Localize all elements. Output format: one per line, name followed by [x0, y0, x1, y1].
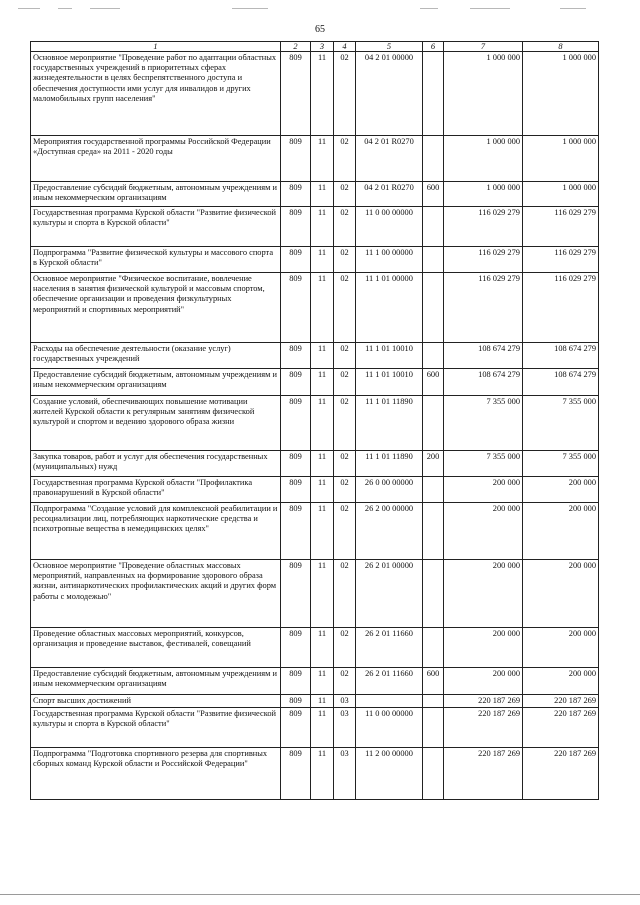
- cell-subsection: 02: [334, 560, 356, 628]
- cell-subsection: 02: [334, 477, 356, 503]
- cell-amount-2: 116 029 279: [523, 207, 599, 247]
- cell-expense-type: [423, 748, 444, 800]
- cell-ministry: 809: [281, 668, 311, 695]
- table-row: [31, 748, 599, 800]
- cell-amount-2: 220 187 269: [523, 708, 599, 748]
- cell-amount-1: 200 000: [444, 628, 523, 668]
- cell-amount-2: 200 000: [523, 477, 599, 503]
- cell-expense-type: [423, 52, 444, 136]
- cell-target-article: 04 2 01 00000: [356, 52, 423, 136]
- cell-amount-1: 200 000: [444, 477, 523, 503]
- cell-amount-2: 220 187 269: [523, 748, 599, 800]
- cell-section: 11: [311, 343, 334, 369]
- cell-expense-type: [423, 695, 444, 708]
- cell-subsection: 02: [334, 369, 356, 396]
- header-col-8: 8: [523, 42, 599, 52]
- cell-ministry: 809: [281, 695, 311, 708]
- cell-target-article: 11 1 01 10010: [356, 343, 423, 369]
- cell-subsection: 02: [334, 396, 356, 451]
- table-row: [31, 708, 599, 748]
- row-name: Предоставление субсидий бюджетным, автономным учреждениям и иным некоммерческим организациям: [31, 369, 281, 396]
- table-row: [31, 273, 599, 343]
- header-col-5: 5: [356, 42, 423, 52]
- cell-expense-type: [423, 136, 444, 182]
- table-row: [31, 207, 599, 247]
- cell-subsection: 02: [334, 503, 356, 560]
- cell-subsection: 02: [334, 668, 356, 695]
- cell-amount-2: 1 000 000: [523, 52, 599, 136]
- cell-subsection: 02: [334, 136, 356, 182]
- cell-target-article: [356, 695, 423, 708]
- cell-subsection: 02: [334, 273, 356, 343]
- row-name: Предоставление субсидий бюджетным, автономным учреждениям и иным некоммерческим организациям: [31, 668, 281, 695]
- row-name: Предоставление субсидий бюджетным, автономным учреждениям и иным некоммерческим организациям: [31, 182, 281, 207]
- table-row: [31, 695, 599, 708]
- cell-target-article: 11 1 01 10010: [356, 369, 423, 396]
- cell-ministry: 809: [281, 343, 311, 369]
- cell-target-article: 11 0 00 00000: [356, 207, 423, 247]
- row-name: Государственная программа Курской области "Развитие физической культуры и спорта в Курской области": [31, 207, 281, 247]
- cell-section: 11: [311, 396, 334, 451]
- cell-expense-type: 600: [423, 668, 444, 695]
- row-name: Основное мероприятие "Проведение работ по адаптации областных государственных учреждений в приоритетных сферах жизнедеятельности в целях беспрепятственного доступа и обеспечения доступности ими услуг для инвалидов и других маломобильных групп населения": [31, 52, 281, 136]
- cell-section: 11: [311, 369, 334, 396]
- cell-subsection: 03: [334, 695, 356, 708]
- row-name: Расходы на обеспечение деятельности (оказание услуг) государственных учреждений: [31, 343, 281, 369]
- cell-target-article: 11 0 00 00000: [356, 708, 423, 748]
- row-name: Проведение областных массовых мероприятий, конкурсов, организация и проведение выставок, фестивалей, совещаний: [31, 628, 281, 668]
- cell-ministry: 809: [281, 708, 311, 748]
- table-row: [31, 343, 599, 369]
- cell-target-article: 26 2 01 11660: [356, 668, 423, 695]
- cell-expense-type: 600: [423, 369, 444, 396]
- cell-amount-2: 200 000: [523, 560, 599, 628]
- row-name: Спорт высших достижений: [31, 695, 281, 708]
- header-col-2: 2: [281, 42, 311, 52]
- row-name: Подпрограмма "Подготовка спортивного резерва для спортивных сборных команд Курской области и Российской Федерации": [31, 748, 281, 800]
- table-row: [31, 247, 599, 273]
- cell-amount-2: 200 000: [523, 503, 599, 560]
- cell-amount-2: 7 355 000: [523, 396, 599, 451]
- table-row: [31, 136, 599, 182]
- cell-section: 11: [311, 668, 334, 695]
- row-name: Мероприятия государственной программы Российской Федерации «Доступная среда» на 2011 - 2020 годы: [31, 136, 281, 182]
- cell-section: 11: [311, 708, 334, 748]
- cell-section: 11: [311, 52, 334, 136]
- budget-table: [30, 41, 599, 800]
- cell-subsection: 02: [334, 247, 356, 273]
- cell-expense-type: 600: [423, 182, 444, 207]
- table-row: [31, 182, 599, 207]
- cell-subsection: 03: [334, 748, 356, 800]
- row-name: Создание условий, обеспечивающих повышение мотивации жителей Курской области к регулярным занятиям физической культурой и спортом и ведению здорового образа жизни: [31, 396, 281, 451]
- row-name: Подпрограмма "Развитие физической культуры и массового спорта в Курской области": [31, 247, 281, 273]
- cell-ministry: 809: [281, 207, 311, 247]
- page-number: 65: [315, 24, 325, 35]
- cell-amount-2: 220 187 269: [523, 695, 599, 708]
- cell-subsection: 02: [334, 52, 356, 136]
- cell-target-article: 11 1 01 11890: [356, 396, 423, 451]
- cell-amount-1: 7 355 000: [444, 396, 523, 451]
- cell-subsection: 03: [334, 708, 356, 748]
- cell-ministry: 809: [281, 396, 311, 451]
- header-col-4: 4: [334, 42, 356, 52]
- header-col-1: 1: [31, 42, 281, 52]
- cell-ministry: 809: [281, 247, 311, 273]
- row-name: Подпрограмма "Создание условий для комплексной реабилитации и ресоциализации лиц, потребляющих наркотические средства и психотропные вещества в немедицинских целях": [31, 503, 281, 560]
- header-row: [31, 42, 599, 52]
- cell-amount-2: 1 000 000: [523, 136, 599, 182]
- cell-section: 11: [311, 182, 334, 207]
- cell-amount-2: 116 029 279: [523, 247, 599, 273]
- cell-section: 11: [311, 136, 334, 182]
- cell-expense-type: [423, 628, 444, 668]
- cell-amount-1: 116 029 279: [444, 273, 523, 343]
- row-name: Основное мероприятие "Проведение областных массовых мероприятий, направленных на формирование здорового образа жизни, антинаркотических профилактических акций и других форм работы с молодежью": [31, 560, 281, 628]
- row-name: Закупка товаров, работ и услуг для обеспечения государственных (муниципальных) нужд: [31, 451, 281, 477]
- cell-amount-1: 1 000 000: [444, 52, 523, 136]
- cell-section: 11: [311, 207, 334, 247]
- cell-expense-type: [423, 343, 444, 369]
- table-row: [31, 628, 599, 668]
- cell-amount-2: 200 000: [523, 628, 599, 668]
- cell-expense-type: [423, 396, 444, 451]
- cell-ministry: 809: [281, 503, 311, 560]
- cell-ministry: 809: [281, 477, 311, 503]
- cell-target-article: 26 2 00 00000: [356, 503, 423, 560]
- cell-ministry: 809: [281, 136, 311, 182]
- cell-amount-2: 108 674 279: [523, 369, 599, 396]
- cell-amount-1: 220 187 269: [444, 748, 523, 800]
- cell-amount-1: 108 674 279: [444, 343, 523, 369]
- cell-amount-1: 200 000: [444, 668, 523, 695]
- cell-ministry: 809: [281, 560, 311, 628]
- cell-subsection: 02: [334, 451, 356, 477]
- cell-target-article: 11 2 00 00000: [356, 748, 423, 800]
- cell-expense-type: [423, 477, 444, 503]
- cell-subsection: 02: [334, 628, 356, 668]
- cell-amount-2: 7 355 000: [523, 451, 599, 477]
- table-row: [31, 451, 599, 477]
- cell-amount-1: 116 029 279: [444, 207, 523, 247]
- table-row: [31, 668, 599, 695]
- header-col-6: 6: [423, 42, 444, 52]
- cell-amount-2: 200 000: [523, 668, 599, 695]
- cell-amount-2: 116 029 279: [523, 273, 599, 343]
- table-row: [31, 560, 599, 628]
- table-row: [31, 52, 599, 136]
- cell-section: 11: [311, 451, 334, 477]
- cell-target-article: 11 1 00 00000: [356, 247, 423, 273]
- cell-expense-type: [423, 503, 444, 560]
- cell-amount-1: 220 187 269: [444, 695, 523, 708]
- cell-target-article: 26 2 01 11660: [356, 628, 423, 668]
- row-name: Государственная программа Курской области "Развитие физической культуры и спорта в Курской области": [31, 708, 281, 748]
- cell-ministry: 809: [281, 52, 311, 136]
- cell-ministry: 809: [281, 369, 311, 396]
- row-name: Государственная программа Курской области "Профилактика правонарушений в Курской области": [31, 477, 281, 503]
- cell-amount-1: 1 000 000: [444, 136, 523, 182]
- cell-subsection: 02: [334, 207, 356, 247]
- cell-section: 11: [311, 503, 334, 560]
- row-name: Основное мероприятие "Физическое воспитание, вовлечение населения в занятия физической культурой и массовым спортом, обеспечение организации и проведения физкультурных мероприятий и спортивных мероприятий": [31, 273, 281, 343]
- cell-amount-1: 220 187 269: [444, 708, 523, 748]
- cell-section: 11: [311, 247, 334, 273]
- cell-amount-1: 7 355 000: [444, 451, 523, 477]
- cell-ministry: 809: [281, 273, 311, 343]
- cell-expense-type: [423, 247, 444, 273]
- cell-target-article: 26 0 00 00000: [356, 477, 423, 503]
- cell-expense-type: [423, 273, 444, 343]
- cell-target-article: 26 2 01 00000: [356, 560, 423, 628]
- header-col-3: 3: [311, 42, 334, 52]
- cell-subsection: 02: [334, 343, 356, 369]
- header-col-7: 7: [444, 42, 523, 52]
- table-row: [31, 396, 599, 451]
- cell-expense-type: 200: [423, 451, 444, 477]
- cell-amount-1: 108 674 279: [444, 369, 523, 396]
- table-row: [31, 369, 599, 396]
- cell-ministry: 809: [281, 451, 311, 477]
- cell-expense-type: [423, 560, 444, 628]
- cell-target-article: 11 1 01 00000: [356, 273, 423, 343]
- cell-subsection: 02: [334, 182, 356, 207]
- scan-artifacts: [0, 8, 640, 12]
- cell-amount-1: 1 000 000: [444, 182, 523, 207]
- cell-section: 11: [311, 748, 334, 800]
- cell-ministry: 809: [281, 628, 311, 668]
- cell-target-article: 11 1 01 11890: [356, 451, 423, 477]
- cell-expense-type: [423, 207, 444, 247]
- cell-amount-1: 200 000: [444, 560, 523, 628]
- cell-expense-type: [423, 708, 444, 748]
- cell-amount-2: 108 674 279: [523, 343, 599, 369]
- cell-target-article: 04 2 01 R0270: [356, 182, 423, 207]
- cell-section: 11: [311, 477, 334, 503]
- page-bottom-edge: [0, 894, 640, 895]
- cell-section: 11: [311, 695, 334, 708]
- cell-ministry: 809: [281, 748, 311, 800]
- cell-amount-2: 1 000 000: [523, 182, 599, 207]
- cell-section: 11: [311, 628, 334, 668]
- cell-amount-1: 116 029 279: [444, 247, 523, 273]
- cell-ministry: 809: [281, 182, 311, 207]
- cell-target-article: 04 2 01 R0270: [356, 136, 423, 182]
- cell-amount-1: 200 000: [444, 503, 523, 560]
- table-row: [31, 503, 599, 560]
- cell-section: 11: [311, 273, 334, 343]
- cell-section: 11: [311, 560, 334, 628]
- table-row: [31, 477, 599, 503]
